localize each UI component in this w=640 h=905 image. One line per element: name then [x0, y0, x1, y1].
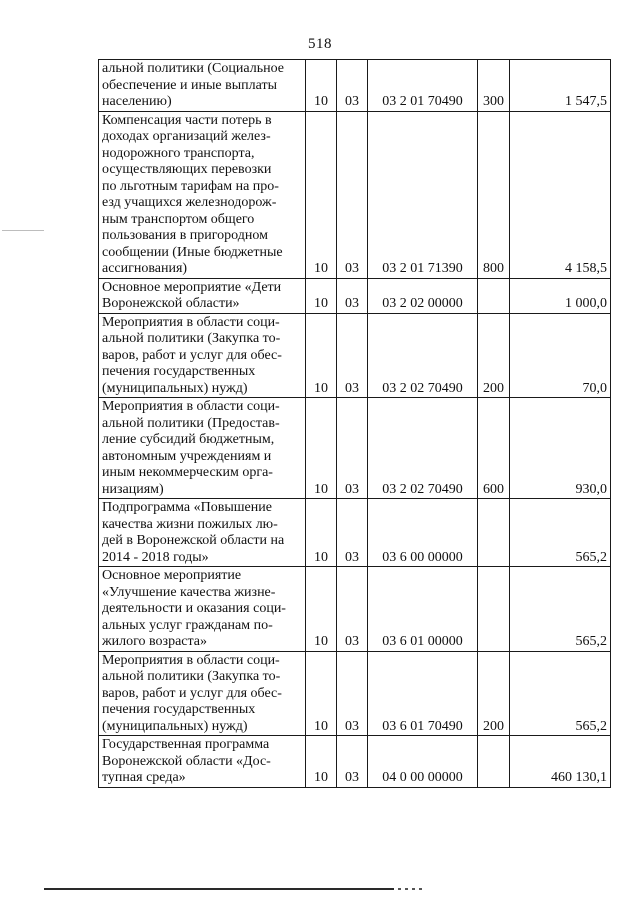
- item-name-line: автономным учреждениям и: [102, 448, 272, 464]
- section-code-cell: 10: [306, 651, 337, 736]
- subsection-code-cell: 03: [337, 651, 368, 736]
- item-name-cell: [99, 111, 306, 278]
- page-number: 518: [308, 36, 332, 52]
- section-code-cell: 10: [306, 398, 337, 499]
- section-code-cell: 10: [306, 499, 337, 567]
- target-article-cell: 03 6 01 70490: [368, 651, 478, 736]
- item-name-line: Подпрограмма «Повышение: [102, 500, 272, 515]
- item-name-line: обеспечение и иные выплаты: [102, 77, 277, 93]
- item-name-line: (муниципальных) нужд): [102, 380, 248, 396]
- item-name-cell: [99, 313, 306, 398]
- item-name-cell: [99, 278, 306, 313]
- item-name-cell: [99, 499, 306, 567]
- table-row: [99, 278, 611, 313]
- target-article-cell: 03 6 00 00000: [368, 499, 478, 567]
- table-row: [99, 398, 611, 499]
- table-row: [99, 736, 611, 788]
- item-name-line: низациям): [102, 481, 164, 497]
- amount-cell: 4 158,5: [510, 111, 611, 278]
- item-name-line: качества жизни пожилых лю-: [102, 516, 278, 532]
- item-name-line: населению): [102, 94, 172, 109]
- target-article-cell: 04 0 00 00000: [368, 736, 478, 788]
- item-name-line: Мероприятия в области соци-: [102, 652, 280, 668]
- table-row: [99, 499, 611, 567]
- item-name-line: альной политики (Закупка то-: [102, 669, 281, 684]
- item-name-line: печения государственных: [102, 364, 256, 379]
- item-name-line: доходах организаций желез-: [102, 129, 271, 144]
- table-row: [99, 567, 611, 652]
- amount-cell: 565,2: [510, 567, 611, 652]
- section-code-cell: 10: [306, 111, 337, 278]
- item-name-line: ассигнования): [102, 261, 188, 276]
- table-row: [99, 313, 611, 398]
- amount-cell: 565,2: [510, 651, 611, 736]
- target-article-cell: 03 6 01 00000: [368, 567, 478, 652]
- item-name-cell: [99, 567, 306, 652]
- item-name-line: тупная среда»: [102, 770, 186, 785]
- item-name-line: «Улучшение качества жизне-: [102, 584, 276, 600]
- section-code-cell: 10: [306, 736, 337, 788]
- amount-cell: 1 547,5: [510, 60, 611, 112]
- item-name-cell: [99, 60, 306, 112]
- section-code-cell: 10: [306, 278, 337, 313]
- item-name-line: Мероприятия в области соци-: [102, 314, 280, 330]
- subsection-code-cell: 03: [337, 313, 368, 398]
- item-name-line: сообщении (Иные бюджетные: [102, 244, 283, 260]
- item-name-line: дей в Воронежской области на: [102, 533, 285, 548]
- amount-cell: 70,0: [510, 313, 611, 398]
- budget-table-body: [99, 60, 611, 788]
- scan-artifact-bottom-line: [44, 888, 394, 890]
- item-name-line: Основное мероприятие: [102, 568, 242, 583]
- item-name-line: нодорожного транспорта,: [102, 145, 255, 161]
- item-name-line: Государственная программа: [102, 737, 270, 752]
- item-name-line: 2014 - 2018 годы»: [102, 549, 209, 565]
- item-name-line: жилого возраста»: [102, 634, 208, 649]
- expense-type-cell: [478, 278, 510, 313]
- item-name-line: деятельности и оказания соци-: [102, 601, 286, 616]
- subsection-code-cell: 03: [337, 398, 368, 499]
- expense-type-cell: 600: [478, 398, 510, 499]
- section-code-cell: 10: [306, 567, 337, 652]
- table-row: [99, 651, 611, 736]
- expense-type-cell: 200: [478, 313, 510, 398]
- item-name-cell: [99, 398, 306, 499]
- item-name-line: иным некоммерческим орга-: [102, 465, 273, 480]
- item-name-line: варов, работ и услуг для обес-: [102, 347, 282, 363]
- expense-type-cell: 300: [478, 60, 510, 112]
- item-name-line: варов, работ и услуг для обес-: [102, 685, 282, 701]
- subsection-code-cell: 03: [337, 736, 368, 788]
- target-article-cell: 03 2 02 70490: [368, 398, 478, 499]
- target-article-cell: 03 2 01 71390: [368, 111, 478, 278]
- item-name-line: Компенсация части потерь в: [102, 112, 272, 128]
- section-code-cell: 10: [306, 313, 337, 398]
- subsection-code-cell: 03: [337, 499, 368, 567]
- item-name-line: Воронежской области»: [102, 296, 240, 311]
- section-code-cell: 10: [306, 60, 337, 112]
- amount-cell: 930,0: [510, 398, 611, 499]
- item-name-line: альной политики (Предостав-: [102, 415, 280, 431]
- target-article-cell: 03 2 01 70490: [368, 60, 478, 112]
- scan-artifact-bottom-dots: [398, 888, 426, 890]
- item-name-line: печения государственных: [102, 702, 256, 717]
- amount-cell: 460 130,1: [510, 736, 611, 788]
- table-row: [99, 111, 611, 278]
- item-name-line: по льготным тарифам на про-: [102, 178, 279, 194]
- subsection-code-cell: 03: [337, 278, 368, 313]
- expense-type-cell: 200: [478, 651, 510, 736]
- expense-type-cell: [478, 499, 510, 567]
- subsection-code-cell: 03: [337, 111, 368, 278]
- item-name-line: пользования в пригородном: [102, 228, 268, 243]
- expense-type-cell: [478, 567, 510, 652]
- amount-cell: 1 000,0: [510, 278, 611, 313]
- item-name-line: ление субсидий бюджетным,: [102, 432, 275, 447]
- target-article-cell: 03 2 02 70490: [368, 313, 478, 398]
- expense-type-cell: [478, 736, 510, 788]
- item-name-line: ным транспортом общего: [102, 211, 255, 227]
- expense-type-cell: 800: [478, 111, 510, 278]
- target-article-cell: 03 2 02 00000: [368, 278, 478, 313]
- scan-artifact-line: [2, 230, 44, 231]
- item-name-line: Воронежской области «Дос-: [102, 753, 271, 769]
- item-name-line: осуществляющих перевозки: [102, 162, 272, 177]
- subsection-code-cell: 03: [337, 567, 368, 652]
- table-row: [99, 60, 611, 112]
- item-name-line: (муниципальных) нужд): [102, 718, 248, 734]
- item-name-cell: [99, 651, 306, 736]
- item-name-line: Мероприятия в области соци-: [102, 399, 280, 414]
- item-name-cell: [99, 736, 306, 788]
- item-name-line: езд учащихся железнодорож-: [102, 195, 277, 210]
- budget-table: [98, 59, 611, 788]
- item-name-line: альной политики (Социальное: [102, 61, 284, 76]
- amount-cell: 565,2: [510, 499, 611, 567]
- subsection-code-cell: 03: [337, 60, 368, 112]
- item-name-line: Основное мероприятие «Дети: [102, 279, 282, 295]
- item-name-line: альной политики (Закупка то-: [102, 331, 281, 346]
- item-name-line: альных услуг гражданам по-: [102, 617, 273, 633]
